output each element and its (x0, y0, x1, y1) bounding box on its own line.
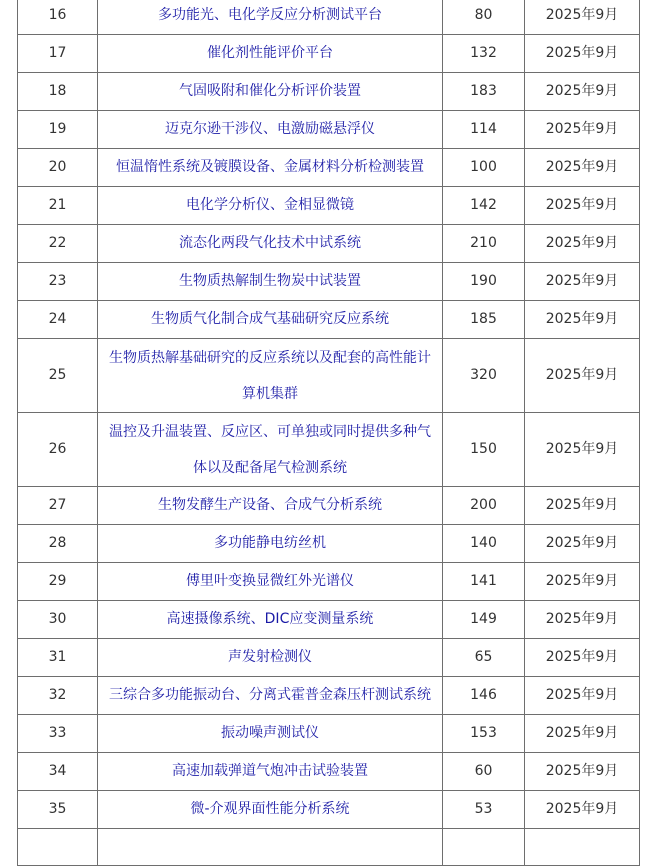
table-row (18, 487, 640, 525)
name-cell[interactable]: 生物质热解基础研究的反应系统以及配套的高性能计算机集群 (98, 339, 443, 413)
qty-cell: 150 (443, 413, 525, 487)
table-row-partial (18, 829, 640, 866)
seq-cell: 35 (18, 791, 98, 829)
qty-cell: 53 (443, 791, 525, 829)
seq-cell: 18 (18, 73, 98, 111)
name-cell[interactable]: 生物质气化制合成气基础研究反应系统 (98, 301, 443, 339)
name-cell[interactable]: 高速摄像系统、DIC应变测量系统 (98, 601, 443, 639)
qty-cell: 320 (443, 339, 525, 413)
name-cell[interactable]: 声发射检测仪 (98, 639, 443, 677)
seq-cell: 20 (18, 149, 98, 187)
table-row (18, 563, 640, 601)
date-cell: 2025年9月 (525, 677, 640, 715)
qty-cell: 210 (443, 225, 525, 263)
equipment-table (17, 0, 640, 866)
table-row (18, 413, 640, 487)
date-cell: 2025年9月 (525, 149, 640, 187)
date-cell: 2025年9月 (525, 563, 640, 601)
date-cell: 2025年9月 (525, 487, 640, 525)
empty-cell (98, 829, 443, 866)
date-cell: 2025年9月 (525, 339, 640, 413)
table-row (18, 0, 640, 35)
name-cell[interactable]: 多功能光、电化学反应分析测试平台 (98, 0, 443, 35)
qty-cell: 132 (443, 35, 525, 73)
date-cell: 2025年9月 (525, 225, 640, 263)
qty-cell: 80 (443, 0, 525, 35)
qty-cell: 65 (443, 639, 525, 677)
date-cell: 2025年9月 (525, 413, 640, 487)
qty-cell: 149 (443, 601, 525, 639)
date-cell: 2025年9月 (525, 111, 640, 149)
table-row (18, 73, 640, 111)
table-row (18, 639, 640, 677)
seq-cell: 16 (18, 0, 98, 35)
seq-cell: 27 (18, 487, 98, 525)
table-row (18, 301, 640, 339)
seq-cell: 29 (18, 563, 98, 601)
seq-cell: 34 (18, 753, 98, 791)
qty-cell: 114 (443, 111, 525, 149)
table-row (18, 263, 640, 301)
name-cell[interactable]: 傅里叶变换显微红外光谱仪 (98, 563, 443, 601)
name-cell[interactable]: 振动噪声测试仪 (98, 715, 443, 753)
seq-cell: 32 (18, 677, 98, 715)
date-cell: 2025年9月 (525, 715, 640, 753)
seq-cell: 26 (18, 413, 98, 487)
seq-cell: 22 (18, 225, 98, 263)
name-cell[interactable]: 迈克尔逊干涉仪、电激励磁悬浮仪 (98, 111, 443, 149)
name-cell[interactable]: 催化剂性能评价平台 (98, 35, 443, 73)
date-cell: 2025年9月 (525, 73, 640, 111)
qty-cell: 146 (443, 677, 525, 715)
date-cell: 2025年9月 (525, 0, 640, 35)
name-cell[interactable]: 高速加载弹道气炮冲击试验装置 (98, 753, 443, 791)
seq-cell: 19 (18, 111, 98, 149)
table-row (18, 225, 640, 263)
date-cell: 2025年9月 (525, 263, 640, 301)
table-row (18, 187, 640, 225)
name-cell[interactable]: 生物发酵生产设备、合成气分析系统 (98, 487, 443, 525)
qty-cell: 190 (443, 263, 525, 301)
empty-cell (18, 829, 98, 866)
date-cell: 2025年9月 (525, 301, 640, 339)
qty-cell: 142 (443, 187, 525, 225)
qty-cell: 100 (443, 149, 525, 187)
table-row (18, 715, 640, 753)
name-cell[interactable]: 三综合多功能振动台、分离式霍普金森压杆测试系统 (98, 677, 443, 715)
qty-cell: 60 (443, 753, 525, 791)
table-row (18, 35, 640, 73)
table-row (18, 525, 640, 563)
qty-cell: 200 (443, 487, 525, 525)
table-row (18, 677, 640, 715)
qty-cell: 153 (443, 715, 525, 753)
name-cell[interactable]: 生物质热解制生物炭中试装置 (98, 263, 443, 301)
name-cell[interactable]: 微-介观界面性能分析系统 (98, 791, 443, 829)
date-cell: 2025年9月 (525, 601, 640, 639)
seq-cell: 33 (18, 715, 98, 753)
date-cell: 2025年9月 (525, 791, 640, 829)
seq-cell: 31 (18, 639, 98, 677)
date-cell: 2025年9月 (525, 187, 640, 225)
equipment-table-body (18, 0, 640, 866)
seq-cell: 24 (18, 301, 98, 339)
date-cell: 2025年9月 (525, 35, 640, 73)
table-row (18, 791, 640, 829)
date-cell: 2025年9月 (525, 525, 640, 563)
table-row (18, 149, 640, 187)
empty-cell (443, 829, 525, 866)
name-cell[interactable]: 温控及升温装置、反应区、可单独或同时提供多种气体以及配备尾气检测系统 (98, 413, 443, 487)
date-cell: 2025年9月 (525, 639, 640, 677)
seq-cell: 21 (18, 187, 98, 225)
name-cell[interactable]: 气固吸附和催化分析评价装置 (98, 73, 443, 111)
name-cell[interactable]: 电化学分析仪、金相显微镜 (98, 187, 443, 225)
table-row (18, 339, 640, 413)
qty-cell: 185 (443, 301, 525, 339)
seq-cell: 17 (18, 35, 98, 73)
empty-cell (525, 829, 640, 866)
date-cell: 2025年9月 (525, 753, 640, 791)
seq-cell: 23 (18, 263, 98, 301)
name-cell[interactable]: 恒温惰性系统及镀膜设备、金属材料分析检测装置 (98, 149, 443, 187)
table-row (18, 601, 640, 639)
seq-cell: 28 (18, 525, 98, 563)
qty-cell: 141 (443, 563, 525, 601)
qty-cell: 183 (443, 73, 525, 111)
seq-cell: 30 (18, 601, 98, 639)
name-cell[interactable]: 多功能静电纺丝机 (98, 525, 443, 563)
table-row (18, 111, 640, 149)
qty-cell: 140 (443, 525, 525, 563)
seq-cell: 25 (18, 339, 98, 413)
name-cell[interactable]: 流态化两段气化技术中试系统 (98, 225, 443, 263)
table-row (18, 753, 640, 791)
